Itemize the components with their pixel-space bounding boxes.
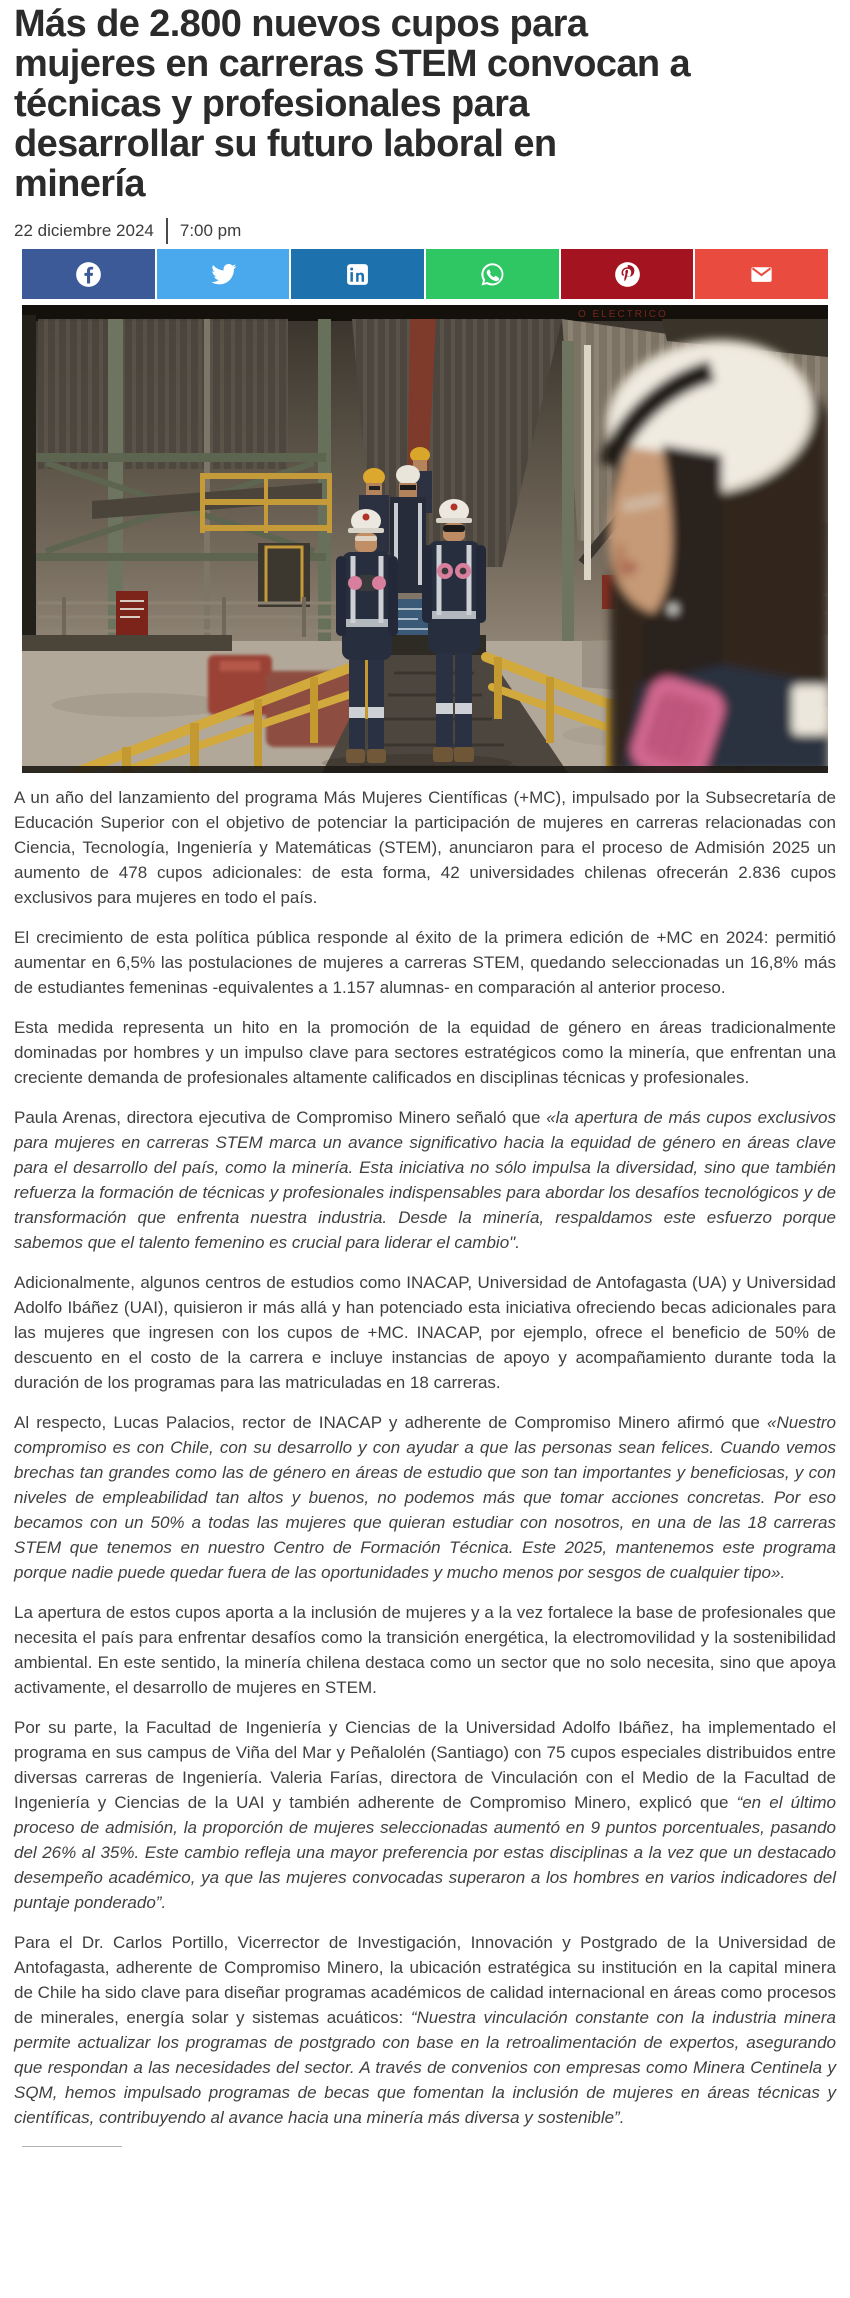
article-body	[14, 785, 836, 2130]
twitter-icon	[210, 261, 237, 288]
date-time-divider	[166, 218, 168, 244]
hero-photo-svg	[22, 305, 828, 773]
article-title-line: desarrollar su futuro laboral en	[14, 123, 557, 165]
article-paragraph	[14, 925, 836, 1000]
article-paragraph	[14, 1715, 836, 1915]
share-twitter-button[interactable]	[157, 249, 290, 299]
share-toolbar	[22, 249, 828, 299]
paragraph-text: A un año del lanzamiento del programa Más Mujeres Científicas (+MC), impulsado por la Subsecretaría de Educación Superior con el objetivo de potenciar la participación de mujeres en carreras relacionadas con Ciencia, Tecnología, Ingeniería y Matemáticas (STEM), anunciaron para el proceso de Admisión 2025 un aumento de 478 cupos adicionales: de esta forma, 42 universidades chilenas ofrecerán 2.836 cupos exclusivos para mujeres en todo el país.	[14, 788, 836, 907]
whatsapp-icon	[479, 261, 506, 288]
article-time: 7:00 pm	[179, 221, 242, 240]
article-paragraph	[14, 1930, 836, 2130]
article-paragraph	[14, 1410, 836, 1585]
linkedin-icon	[345, 262, 370, 287]
article-title-line: técnicas y profesionales para	[14, 83, 529, 125]
article-hero-image	[22, 305, 828, 773]
paragraph-text: Por su parte, la Facultad de Ingeniería y Ciencias de la Universidad Adolfo Ibáñez, ha implementado el programa en sus campus de Viña del Mar y Peñalolén (Santiago) con 75 cupos especiales distribuidos entre diversas carreras de Ingeniería. Valeria Farías, directora de Vinculación con el Medio de la Facultad de Ingeniería y Ciencias de la UAI y también adherente de Compromiso Minero, explicó que	[14, 1718, 836, 1812]
foreground-worker	[598, 328, 828, 773]
share-whatsapp-button[interactable]	[426, 249, 559, 299]
pinterest-icon	[614, 261, 641, 288]
paragraph-text: La apertura de estos cupos aporta a la inclusión de mujeres y a la vez fortalece la base de profesionales que necesita el país para enfrentar desafíos como la transición energética, la electromovilidad y la sostenibilidad ambiental. En este sentido, la minería chilena destaca como un sector que no solo necesita, sino que apoya activamente, el desarrollo de mujeres en STEM.	[14, 1603, 836, 1697]
paragraph-text: Al respecto, Lucas Palacios, rector de INACAP y adherente de Compromiso Minero afirmó que	[14, 1413, 768, 1432]
paragraph-text: El crecimiento de esta política pública responde al éxito de la primera edición de +MC en 2024: permitió aumentar en 6,5% las postulaciones de mujeres a carreras STEM, quedando seleccionadas un 16,8% más de estudiantes femeninas -equivalentes a 1.157 alumnas- en comparación al anterior proceso.	[14, 928, 836, 997]
paragraph-text: Para el Dr. Carlos Portillo, Vicerrector de Investigación, Innovación y Postgrado de la Universidad de Antofagasta, adherente de Compromiso Minero, la ubicación estratégica su institución en la capital minera de Chile ha sido clave para diseñar programas académicos de calidad internacional en áreas como procesos de minerales, energía solar y sistemas acuáticos:	[14, 1933, 836, 2027]
quote-text: «Nuestro compromiso es con Chile, con su desarrollo y con ayudar a que las personas sean felices. Cuando vemos brechas tan grandes como las de género en áreas de estudio que son tan importantes y beneficiosas, y con niveles de empleabilidad tan altos y buenos, no podemos más que tomar acciones concretas. Por eso becamos con un 50% a todas las mujeres que quieran estudiar con nosotros, en una de las 18 carreras STEM que tenemos en nuestro Centro de Formación Técnica. Este 2025, mantenemos este programa porque nadie puede quedar fuera de las oportunidades y mucho menos por sesgos de cualquier tipo».	[14, 1413, 836, 1582]
quote-text: “Nuestra vinculación constante con la industria minera permite actualizar los programas de postgrado con base en la retroalimentación de expertos, asegurando que respondan a las necesidades del sector. A través de convenios con empresas como Minera Centinela y SQM, hemos impulsado programas de becas que fomentan la inclusión de mujeres en áreas técnicas y científicas, contribuyendo al avance hacia una minería más diversa y sostenible”.	[14, 2008, 836, 2127]
paragraph-text: Paula Arenas, directora ejecutiva de Compromiso Minero señaló que	[14, 1108, 547, 1127]
article-page	[0, 4, 850, 2201]
article-paragraph	[14, 1015, 836, 1090]
paragraph-text: Adicionalmente, algunos centros de estudios como INACAP, Universidad de Antofagasta (UA) y Universidad Adolfo Ibáñez (UAI), quisieron ir más allá y han potenciado esta iniciativa ofreciendo becas adicionales para las mujeres que ingresen con los cupos de +MC. INACAP, por ejemplo, ofrece el beneficio de 50% de descuento en el costo de la carrera e incluye instancias de apoyo y acompañamiento durante toda la duración de los programas para las matriculadas en 18 carreras.	[14, 1273, 836, 1392]
svg-text:O ELECTRICO: O ELECTRICO	[578, 309, 668, 320]
share-facebook-button[interactable]	[22, 249, 155, 299]
share-pinterest-button[interactable]	[561, 249, 694, 299]
article-title-line: minería	[14, 163, 145, 205]
article-meta	[14, 218, 836, 244]
share-linkedin-button[interactable]	[291, 249, 424, 299]
article-paragraph	[14, 785, 836, 910]
end-divider	[22, 2146, 122, 2147]
share-email-button[interactable]	[695, 249, 828, 299]
facebook-icon	[75, 261, 102, 288]
paragraph-text: Esta medida representa un hito en la promoción de la equidad de género en áreas tradicionalmente dominadas por hombres y un impulso clave para sectores estratégicos como la minería, que enfrentan una creciente demanda de profesionales altamente calificados en disciplinas técnicas y profesionales.	[14, 1018, 836, 1087]
quote-text: “en el último proceso de admisión, la proporción de mujeres seleccionadas aumentó en 9 puntos porcentuales, pasando del 26% al 35%. Este cambio refleja una mayor preferencia por estas disciplinas a la vez que un destacado desempeño académico, ya que las mujeres convocadas superaron a los hombres en varios indicadores del puntaje ponderado”.	[14, 1793, 836, 1912]
quote-text: «la apertura de más cupos exclusivos para mujeres en carreras STEM marca un avance significativo hacia la equidad de género en áreas clave para el desarrollo del país, como la minería. Esta iniciativa no sólo impulsa la diversidad, sino que también refuerza la formación de técnicas y profesionales indispensables para abordar los desafíos tecnológicos y de transformación que enfrenta nuestra industria. Desde la minería, respaldamos este esfuerzo porque sabemos que el talento femenino es crucial para liderar el cambio".	[14, 1108, 836, 1252]
article-paragraph	[14, 1270, 836, 1395]
article-paragraph	[14, 1105, 836, 1255]
article-title-line: mujeres en carreras STEM convocan a	[14, 43, 690, 85]
email-icon	[748, 261, 775, 288]
article-title	[14, 4, 836, 204]
article-paragraph	[14, 1600, 836, 1700]
article-date: 22 diciembre 2024	[14, 221, 154, 240]
article-title-line: Más de 2.800 nuevos cupos para	[14, 3, 588, 45]
